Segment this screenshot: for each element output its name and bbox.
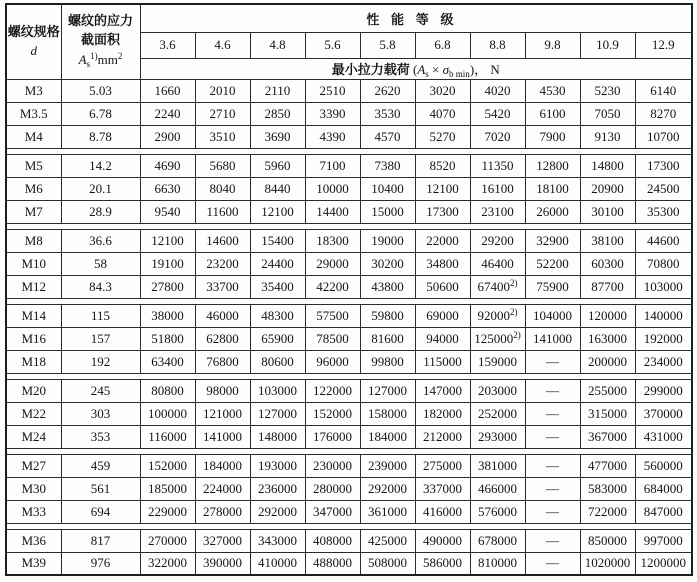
min-load-value: 1020000	[580, 552, 635, 575]
min-load-value: 103000	[250, 379, 305, 402]
min-load-value: 4530	[525, 79, 580, 102]
min-load-value: 140000	[635, 304, 692, 327]
stress-area-value: 20.1	[61, 177, 140, 200]
min-load-value: 65900	[250, 327, 305, 350]
min-load-value: 12100	[415, 177, 470, 200]
min-load-value: 11350	[470, 154, 525, 177]
min-load-value: 30100	[580, 200, 635, 223]
stress-area-value: 36.6	[61, 229, 140, 252]
min-load-value: 98000	[195, 379, 250, 402]
stress-area-value: 84.3	[61, 275, 140, 298]
min-load-value: 33700	[195, 275, 250, 298]
min-load-value: —	[525, 552, 580, 575]
min-load-value: 14800	[580, 154, 635, 177]
min-load-value: 7100	[305, 154, 360, 177]
min-load-value: 12100	[140, 229, 195, 252]
stress-area-value: 192	[61, 350, 140, 373]
min-load-value: 29200	[470, 229, 525, 252]
min-load-value: 80600	[250, 350, 305, 373]
thread-spec-value: M7	[6, 200, 61, 223]
min-load-value: 416000	[415, 500, 470, 523]
thread-spec-value: M3	[6, 79, 61, 102]
thread-spec-value: M24	[6, 425, 61, 448]
min-load-value: 5960	[250, 154, 305, 177]
min-load-value: 477000	[580, 454, 635, 477]
stress-area-value: 303	[61, 402, 140, 425]
min-load-value: 466000	[470, 477, 525, 500]
min-load-value: 193000	[250, 454, 305, 477]
min-load-value: 26000	[525, 200, 580, 223]
table-row-m22	[6, 402, 692, 425]
min-load-value: 2110	[250, 79, 305, 102]
table-row-m10	[6, 252, 692, 275]
min-load-value: 158000	[360, 402, 415, 425]
thread-spec-value: M30	[6, 477, 61, 500]
min-load-value: 24400	[250, 252, 305, 275]
min-load-label: 最小拉力载荷	[331, 61, 410, 77]
table-row-m4	[6, 125, 692, 148]
stress-area-label-line2: 截面积	[80, 32, 120, 48]
stress-area-value: 28.9	[61, 200, 140, 223]
min-load-value: 185000	[140, 477, 195, 500]
min-load-value: 8040	[195, 177, 250, 200]
min-load-value: 20900	[580, 177, 635, 200]
min-load-value: 15000	[360, 200, 415, 223]
min-load-value: 50600	[415, 275, 470, 298]
grade-header-10.9: 10.9	[580, 32, 635, 58]
min-load-value: 7900	[525, 125, 580, 148]
min-load-value: 141000	[195, 425, 250, 448]
min-load-value: —	[525, 500, 580, 523]
min-load-value: 23200	[195, 252, 250, 275]
min-load-value: —	[525, 425, 580, 448]
stress-area-value: 115	[61, 304, 140, 327]
min-load-value: 103000	[635, 275, 692, 298]
min-load-value: 684000	[635, 477, 692, 500]
min-load-value: 116000	[140, 425, 195, 448]
table-row-m24	[6, 425, 692, 448]
table-row-m30	[6, 477, 692, 500]
min-load-value: 35400	[250, 275, 305, 298]
min-load-value: 212000	[415, 425, 470, 448]
thread-spec-value: M5	[6, 154, 61, 177]
min-load-value: 203000	[470, 379, 525, 402]
min-load-value: 30200	[360, 252, 415, 275]
min-load-value: 70800	[635, 252, 692, 275]
min-load-value: 252000	[470, 402, 525, 425]
table-row-m39	[6, 552, 692, 575]
min-load-value: 29000	[305, 252, 360, 275]
thread-spec-value: M33	[6, 500, 61, 523]
min-load-value: 315000	[580, 402, 635, 425]
min-load-value: 3020	[415, 79, 470, 102]
min-load-value: 431000	[635, 425, 692, 448]
min-load-value: —	[525, 379, 580, 402]
min-load-value: 2620	[360, 79, 415, 102]
min-load-value: 8270	[635, 102, 692, 125]
min-load-value: 192000	[635, 327, 692, 350]
min-load-value: 236000	[250, 477, 305, 500]
min-load-value: 96000	[305, 350, 360, 373]
min-load-value: 586000	[415, 552, 470, 575]
min-load-value: 60300	[580, 252, 635, 275]
performance-grade-title: 性能等级	[140, 4, 692, 32]
min-load-value: 16100	[470, 177, 525, 200]
thread-spec-value: M16	[6, 327, 61, 350]
grade-header-12.9: 12.9	[635, 32, 692, 58]
min-load-value: 76800	[195, 350, 250, 373]
table-row-m7	[6, 200, 692, 223]
min-load-value: 322000	[140, 552, 195, 575]
min-load-value: 2850	[250, 102, 305, 125]
min-load-value: 6140	[635, 79, 692, 102]
min-load-value: 1660	[140, 79, 195, 102]
min-load-value: 99800	[360, 350, 415, 373]
min-load-value: 8520	[415, 154, 470, 177]
thread-spec-value: M27	[6, 454, 61, 477]
min-load-value: 10400	[360, 177, 415, 200]
table-body	[6, 79, 692, 575]
thread-spec-value: M14	[6, 304, 61, 327]
min-load-value: 2710	[195, 102, 250, 125]
min-load-value: 224000	[195, 477, 250, 500]
min-load-value: 159000	[470, 350, 525, 373]
min-load-value: 5680	[195, 154, 250, 177]
min-load-value: 121000	[195, 402, 250, 425]
min-load-value: 10700	[635, 125, 692, 148]
min-load-value: 19100	[140, 252, 195, 275]
min-load-value: 343000	[250, 529, 305, 552]
min-load-value: 14400	[305, 200, 360, 223]
grade-header-6.8: 6.8	[415, 32, 470, 58]
min-load-value: 38100	[580, 229, 635, 252]
min-load-value: 508000	[360, 552, 415, 575]
min-load-value: 15400	[250, 229, 305, 252]
table-row-m36	[6, 529, 692, 552]
min-load-value: 2010	[195, 79, 250, 102]
min-load-value: 120000	[580, 304, 635, 327]
stress-area-value: 157	[61, 327, 140, 350]
min-tensile-load-header	[140, 58, 692, 79]
min-load-value: 7020	[470, 125, 525, 148]
min-load-value: 18100	[525, 177, 580, 200]
table-row-m16	[6, 327, 692, 350]
min-load-value: 4020	[470, 79, 525, 102]
table-row-m8	[6, 229, 692, 252]
min-load-value: 80800	[140, 379, 195, 402]
min-load-value: —	[525, 454, 580, 477]
min-load-value: 57500	[305, 304, 360, 327]
min-load-value: 1200000	[635, 552, 692, 575]
min-load-value: 38000	[140, 304, 195, 327]
min-load-value: 390000	[195, 552, 250, 575]
min-load-value: 4390	[305, 125, 360, 148]
min-load-value: 722000	[580, 500, 635, 523]
min-load-value: 67400$^{2)}$	[470, 275, 525, 298]
table-row-m14	[6, 304, 692, 327]
stress-area-value: 561	[61, 477, 140, 500]
min-load-value: 184000	[195, 454, 250, 477]
min-load-value: 560000	[635, 454, 692, 477]
min-load-value: 997000	[635, 529, 692, 552]
min-load-value: 182000	[415, 402, 470, 425]
min-load-value: 850000	[580, 529, 635, 552]
min-load-value: 5420	[470, 102, 525, 125]
min-load-value: —	[525, 477, 580, 500]
stress-area-value: 459	[61, 454, 140, 477]
min-load-value: —	[525, 529, 580, 552]
min-load-value: 275000	[415, 454, 470, 477]
min-load-value: 327000	[195, 529, 250, 552]
grade-header-4.8: 4.8	[250, 32, 305, 58]
min-load-value: 100000	[140, 402, 195, 425]
min-load-value: 408000	[305, 529, 360, 552]
col-header-thread-spec	[6, 4, 61, 79]
min-load-value: 576000	[470, 500, 525, 523]
min-load-value: 75900	[525, 275, 580, 298]
min-load-value: 122000	[305, 379, 360, 402]
stress-area-value: 6.78	[61, 102, 140, 125]
min-load-value: 293000	[470, 425, 525, 448]
min-load-value: 488000	[305, 552, 360, 575]
min-load-value: —	[525, 350, 580, 373]
min-load-value: 23100	[470, 200, 525, 223]
min-load-value: 3690	[250, 125, 305, 148]
min-load-value: 2900	[140, 125, 195, 148]
min-load-value: 2240	[140, 102, 195, 125]
min-load-value: 11600	[195, 200, 250, 223]
min-load-value: 125000$^{2)}$	[470, 327, 525, 350]
min-load-value: 59800	[360, 304, 415, 327]
min-load-value: 5230	[580, 79, 635, 102]
min-load-value: 19000	[360, 229, 415, 252]
min-load-value: 34800	[415, 252, 470, 275]
min-load-value: 43800	[360, 275, 415, 298]
min-load-value: 35300	[635, 200, 692, 223]
min-load-value: 6630	[140, 177, 195, 200]
min-load-value: 410000	[250, 552, 305, 575]
min-load-value: 51800	[140, 327, 195, 350]
min-load-value: 115000	[415, 350, 470, 373]
min-load-value: 278000	[195, 500, 250, 523]
stress-area-value: 817	[61, 529, 140, 552]
min-load-value: 27800	[140, 275, 195, 298]
min-load-value: 24500	[635, 177, 692, 200]
min-load-value: 230000	[305, 454, 360, 477]
min-load-value: 292000	[250, 500, 305, 523]
table-row-m18	[6, 350, 692, 373]
min-load-value: 229000	[140, 500, 195, 523]
min-load-value: 9540	[140, 200, 195, 223]
thread-spec-value: M4	[6, 125, 61, 148]
min-load-value: —	[525, 402, 580, 425]
table-row-m3	[6, 79, 692, 102]
grade-header-5.8: 5.8	[360, 32, 415, 58]
min-load-value: 127000	[250, 402, 305, 425]
col-header-stress-area	[61, 4, 140, 79]
min-load-value: 87700	[580, 275, 635, 298]
stress-area-value: 14.2	[61, 154, 140, 177]
min-load-value: 4070	[415, 102, 470, 125]
min-load-value: 7380	[360, 154, 415, 177]
min-load-value: 176000	[305, 425, 360, 448]
min-load-value: 46000	[195, 304, 250, 327]
min-load-value: 12100	[250, 200, 305, 223]
min-load-value: 239000	[360, 454, 415, 477]
grade-header-5.6: 5.6	[305, 32, 360, 58]
thread-spec-value: M18	[6, 350, 61, 373]
min-load-value: 22000	[415, 229, 470, 252]
min-load-value: 17300	[635, 154, 692, 177]
table-row-m5	[6, 154, 692, 177]
thread-spec-value: M39	[6, 552, 61, 575]
min-load-value: 255000	[580, 379, 635, 402]
stress-area-value: 58	[61, 252, 140, 275]
min-load-value: 3530	[360, 102, 415, 125]
thread-spec-symbol: d	[30, 42, 37, 58]
min-load-value: 14600	[195, 229, 250, 252]
min-load-value: 69000	[415, 304, 470, 327]
min-load-value: 5270	[415, 125, 470, 148]
min-load-value: 678000	[470, 529, 525, 552]
min-load-formula: $(A_s \times \sigma_{b min})$， N	[412, 61, 500, 79]
thread-spec-value: M6	[6, 177, 61, 200]
min-load-value: 7050	[580, 102, 635, 125]
min-load-value: 62800	[195, 327, 250, 350]
min-load-value: 148000	[250, 425, 305, 448]
min-load-value: 42200	[305, 275, 360, 298]
min-load-value: 370000	[635, 402, 692, 425]
min-load-value: 583000	[580, 477, 635, 500]
thread-spec-value: M10	[6, 252, 61, 275]
min-load-value: 347000	[305, 500, 360, 523]
min-load-value: 147000	[415, 379, 470, 402]
min-load-value: 52200	[525, 252, 580, 275]
min-load-value: 8440	[250, 177, 305, 200]
min-load-value: 17300	[415, 200, 470, 223]
min-load-value: 299000	[635, 379, 692, 402]
min-load-value: 2510	[305, 79, 360, 102]
grade-header-3.6: 3.6	[140, 32, 195, 58]
thread-spec-value: M22	[6, 402, 61, 425]
stress-area-value: 976	[61, 552, 140, 575]
min-load-value: 337000	[415, 477, 470, 500]
min-load-value: 48300	[250, 304, 305, 327]
min-load-value: 200000	[580, 350, 635, 373]
min-load-value: 4570	[360, 125, 415, 148]
grade-header-8.8: 8.8	[470, 32, 525, 58]
min-load-value: 104000	[525, 304, 580, 327]
min-load-value: 6100	[525, 102, 580, 125]
min-load-value: 81600	[360, 327, 415, 350]
bolt-min-tensile-load-table	[5, 3, 693, 576]
min-load-value: 234000	[635, 350, 692, 373]
min-load-value: 78500	[305, 327, 360, 350]
min-load-value: 10000	[305, 177, 360, 200]
stress-area-label-line1: 螺纹的应力	[67, 13, 133, 29]
min-load-value: 12800	[525, 154, 580, 177]
thread-spec-value: M3.5	[6, 102, 61, 125]
min-load-value: 4690	[140, 154, 195, 177]
min-load-value: 163000	[580, 327, 635, 350]
thread-spec-value: M8	[6, 229, 61, 252]
grade-header-9.8: 9.8	[525, 32, 580, 58]
stress-area-value: 8.78	[61, 125, 140, 148]
min-load-value: 280000	[305, 477, 360, 500]
min-load-value: 63400	[140, 350, 195, 373]
table-row-m20	[6, 379, 692, 402]
min-load-value: 152000	[305, 402, 360, 425]
table-row-m12	[6, 275, 692, 298]
min-load-value: 810000	[470, 552, 525, 575]
min-load-value: 292000	[360, 477, 415, 500]
min-load-value: 3390	[305, 102, 360, 125]
min-load-value: 127000	[360, 379, 415, 402]
min-load-value: 152000	[140, 454, 195, 477]
thread-spec-label: 螺纹规格	[7, 23, 60, 39]
min-load-value: 44600	[635, 229, 692, 252]
min-load-value: 490000	[415, 529, 470, 552]
min-load-value: 367000	[580, 425, 635, 448]
min-load-value: 18300	[305, 229, 360, 252]
stress-area-symbol: $A_s^{1)}mm^2$	[78, 51, 123, 70]
grade-header-4.6: 4.6	[195, 32, 250, 58]
min-load-value: 141000	[525, 327, 580, 350]
min-load-value: 425000	[360, 529, 415, 552]
min-load-value: 270000	[140, 529, 195, 552]
thread-spec-value: M36	[6, 529, 61, 552]
stress-area-value: 353	[61, 425, 140, 448]
min-load-value: 92000$^{2)}$	[470, 304, 525, 327]
table-row-m33	[6, 500, 692, 523]
min-load-value: 94000	[415, 327, 470, 350]
min-load-value: 847000	[635, 500, 692, 523]
min-load-value: 9130	[580, 125, 635, 148]
stress-area-value: 5.03	[61, 79, 140, 102]
min-load-value: 3510	[195, 125, 250, 148]
table-row-m3-5	[6, 102, 692, 125]
min-load-value: 381000	[470, 454, 525, 477]
stress-area-value: 694	[61, 500, 140, 523]
thread-spec-value: M20	[6, 379, 61, 402]
thread-spec-value: M12	[6, 275, 61, 298]
min-load-value: 184000	[360, 425, 415, 448]
min-load-value: 361000	[360, 500, 415, 523]
min-load-value: 46400	[470, 252, 525, 275]
stress-area-value: 245	[61, 379, 140, 402]
min-load-value: 32900	[525, 229, 580, 252]
table-row-m6	[6, 177, 692, 200]
table-row-m27	[6, 454, 692, 477]
